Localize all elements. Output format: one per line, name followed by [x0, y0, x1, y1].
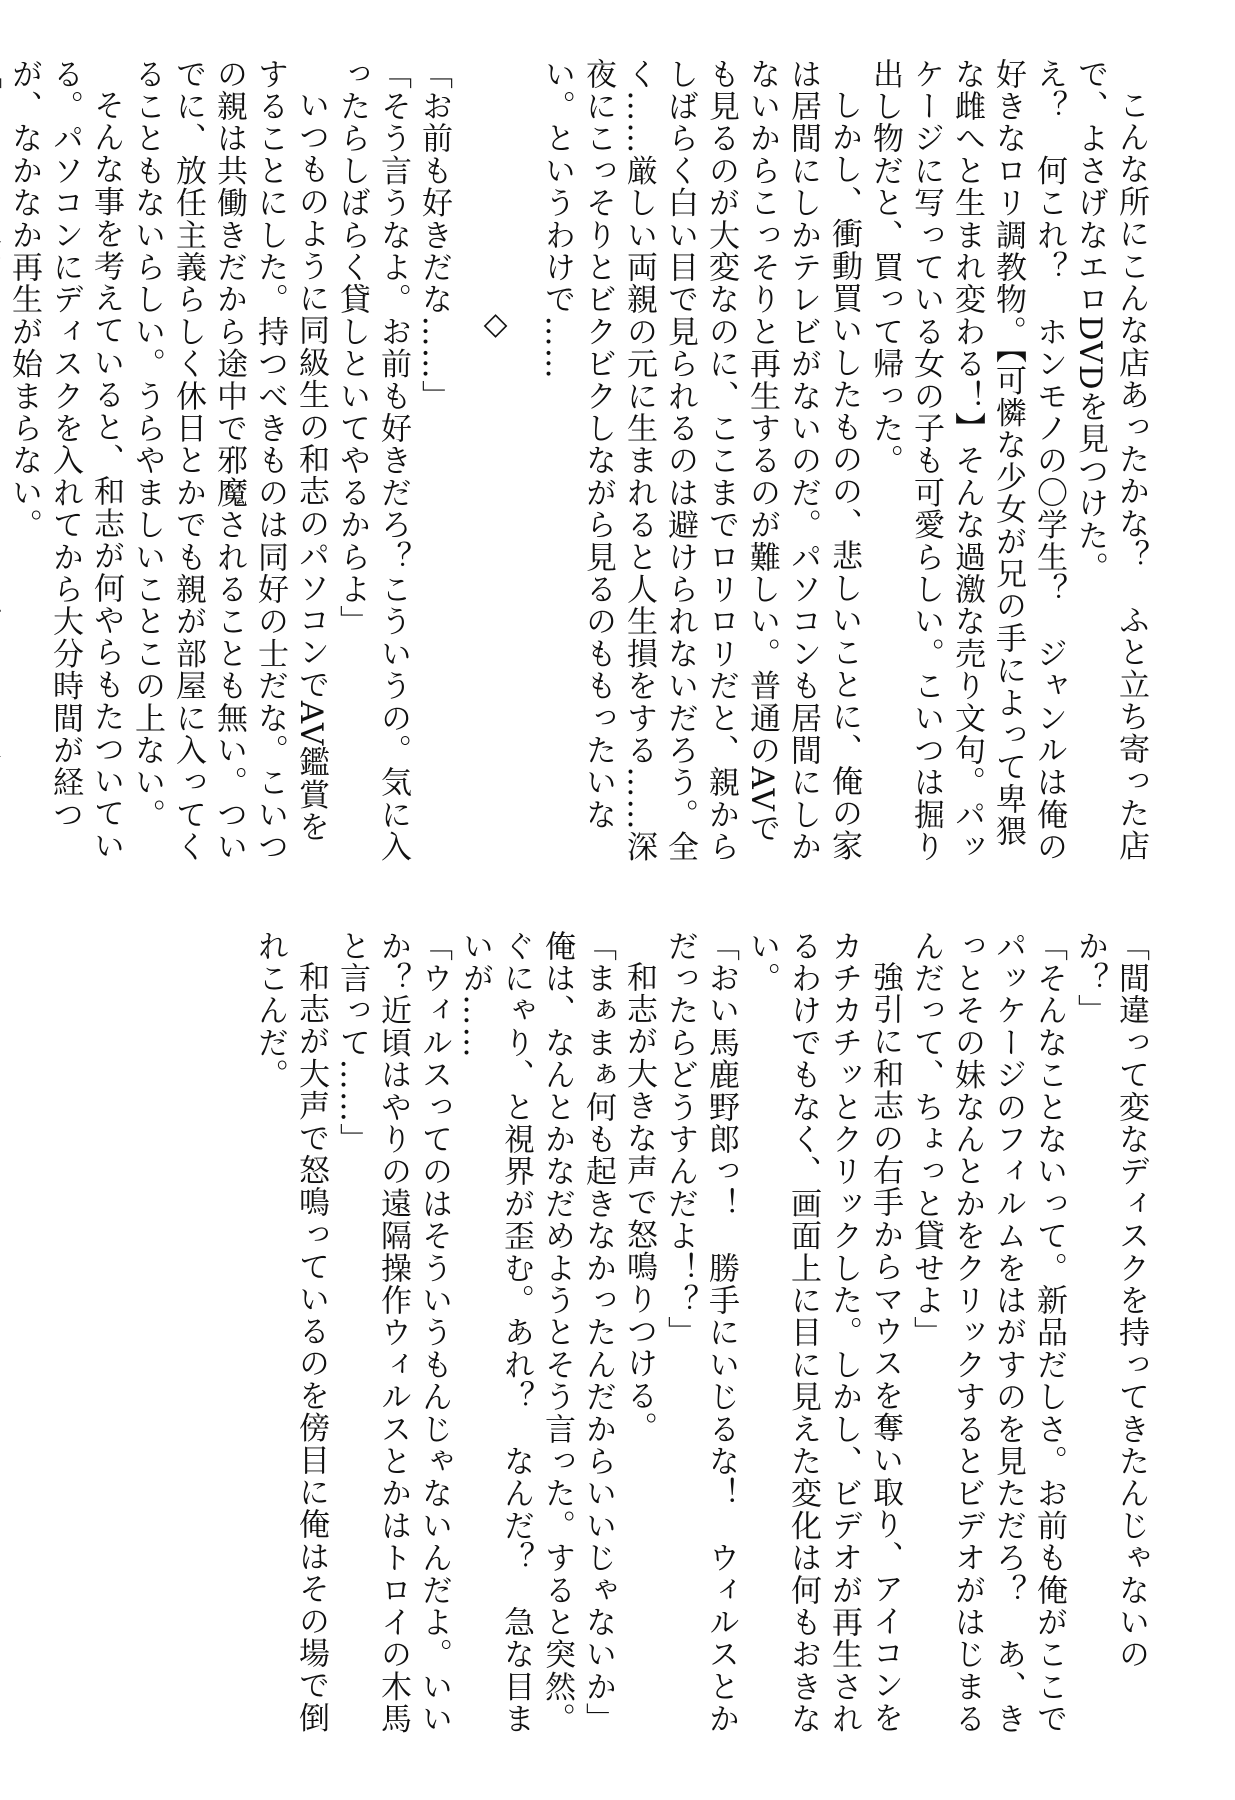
scene-break-diamond: ◇ [477, 306, 514, 344]
paragraph: いつものように同級生の和志のパソコンでAV鑑賞をすることにした。持つべきものは同好の士だな。こいつの親は共働きだから途中で邪魔されることも無い。ついでに、放任主義らしく休日とかでも親が部屋に入ってくることもないらしい。うらやましいことこの上ない。 [129, 58, 329, 863]
paragraph: 俺は、なんとかなだめようとそう言った。すると突然。ぐにゃり、と視界が歪む。あれ？ なんだ？ 急な目まいが…… [457, 930, 575, 1735]
top-text-block [6, 58, 1151, 868]
dialogue-line [0, 58, 3, 868]
paragraph: しかし、衝動買いしたものの、悲しいことに、俺の家は居間にしかテレビがないのだ。パソコンも居間にしかないからこっそりと再生するのが難しい。普通のAVでも見るのが大変なのに、ここまでロリロリだと、親からしばらく白い目で見られるのは避けられないだろう。全く……厳しい両親の元に生まれると人生損をする……深夜にこっそりとビクビクしながら見るのももったいない。というわけで…… [539, 58, 862, 863]
paragraph: え？ 何これ？ ホンモノの〇学生？ ジャンルは俺の好きなロリ調教物。【可憐な少女が兄の手によって卑猥な雌へと生まれ変わる！】そんな過激な売り文句。パッケージに写っている女の子も可愛らしい。こいつは掘り出し物だと、買って帰った。 [867, 58, 1067, 863]
paragraph: 和志が大きな声で怒鳴りつける。 [621, 961, 657, 1444]
dialogue-line: 「おい馬鹿野郎っ！ 勝手にいじるな！ ウィルスとかだったらどうすんだよ！？」 [662, 930, 739, 1735]
dialogue-line: 「まぁまぁ何も起きなかったんだからいいじゃないか」 [580, 930, 616, 1735]
dialogue-line: 「間違って変なディスクを持ってきたんじゃないのか？」 [1072, 930, 1149, 1671]
paragraph: 強引に和志の右手からマウスを奪い取り、アイコンをカチカチッとクリックした。しかし、ビデオが再生されるわけでもなく、画面上に目に見えた変化は何もおきない。 [744, 930, 903, 1736]
dialogue-line: 「そんなことないって。新品だしさ。お前も俺がここでパッケージのフィルムをはがすのを見ただろ？ あ、きっとその妹なんとかをクリックするとビデオがはじまるんだって、ちょっと貸せよ」 [908, 930, 1067, 1735]
bottom-text-block [252, 930, 1151, 1750]
dialogue-line: 「そう言うなよ。お前も好きだろ？こういうの。気に入ったらしばらく貸しといてやるからよ」 [334, 58, 411, 864]
paragraph: 和志が大声で怒鳴っているのを傍目に俺はその場で倒れこんだ。 [252, 930, 329, 1734]
dialogue-line: 「ウィルスってのはそういうもんじゃないんだよ。いいか？近頃はやりの遠隔操作ウィルスとかはトロイの木馬と言って……」 [334, 930, 452, 1735]
paragraph: こんな所にこんな店あったかな？ ふと立ち寄った店で、よさげなエロDVDを見つけた。 [1072, 58, 1149, 862]
paragraph: そんな事を考えていると、和志が何やらもたついている。パソコンにディスクを入れてから大分時間が経つが、なかなか再生が始まらない。 [6, 58, 124, 862]
dialogue-line: 「お前も好きだな……」 [416, 58, 452, 413]
